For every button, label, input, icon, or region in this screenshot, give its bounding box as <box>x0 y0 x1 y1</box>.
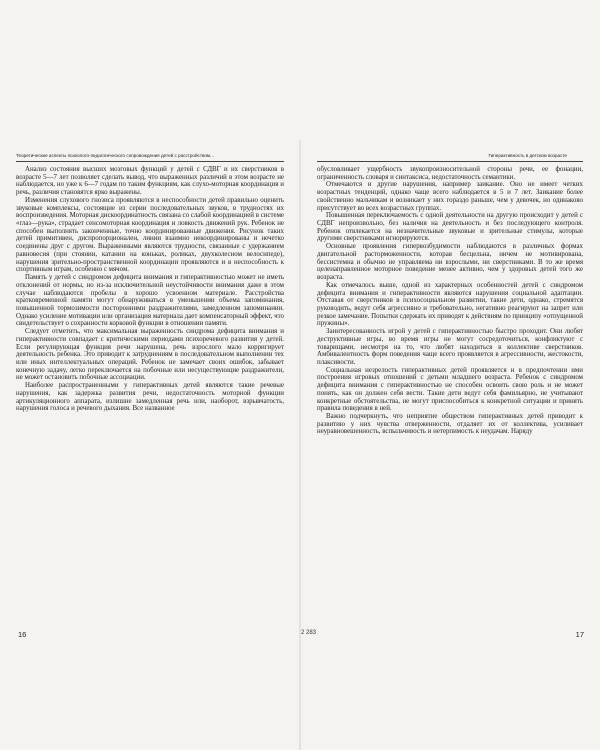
paragraph: Основные проявления гипервозбудимости наблюдаются в различных формах двигательной расторможенности, которая бесцельна, ничем не мотивирована, бессистемна и обычно не управляема ни взрослыми, ни сверстниками. В то же время целенаправленное моторное поведение менее активно, чем у здоровых детей того же возраста. <box>317 243 583 282</box>
page-number-right: 17 <box>575 630 584 639</box>
paragraph: Как отмечалось выше, одной из характерных особенностей детей с синдромом дефицита внимания и гиперактивности являются нарушения социальной адаптации. Отставая от сверстников в психосоциальном развитии, такие дети, однако, стремятся руководить, ведут себя агрессивно и требовательно, негативно реагируют на запрет или резкое замечание. Попытки сдержать их приводят к действиям по принципу «отпущенной пружины». <box>317 281 583 328</box>
paragraph: Социальная незрелость гиперактивных детей проявляется и в предпочтении ими построения игровых отношений с детьми младшего возраста. Ребенок с синдромом дефицита внимания с гиперактивностью не способен освоить свою роль и не может понять, как он должен себя вести. Такие дети ведут себя фамильярно, не учитывают конкретные обстоятельства, не могут приспособиться к конкретной ситуации и принять правила поведения в ней. <box>317 366 583 413</box>
paragraph: Изменения слухового гнозиса проявляются в неспособности детей правильно оценить звуковые комплексы, состоящие из серии последовательных звуков, в трудностях их воспроизведения. Моторная дискоординатность связана со слабой координацией в системе «глаз—рука», страдает сенсомоторная координация и ловкость движений рук. Ребенок не способен выполнять законченные, точно координированные движения. Рисунок таких детей примитивен, диспропорционален, линии взаимно некоординированы и нечетко соединены друг с другом. Выраженными являются трудности, связанные с удержанием равновесия (при стоянии, катании на коньках, роликах, двухколесном велосипеде), нарушения зрительно-пространственной координации проявляются и в неспособность к спортивным играм, особенно с мячом. <box>16 196 284 274</box>
paragraph: Заинтересованность игрой у детей с гиперактивностью быстро проходит. Они любят деструктивные игры, во время игры не могут сосредоточиться, конфликтуют с товарищами, несмотря на то, что любят находиться в коллективе сверстников. Амбивалентность форм поведения чаще всего проявляется в агрессивности, жестокости, плаксивости. <box>317 328 583 366</box>
header-rule-left <box>16 161 284 162</box>
paragraph: Память у детей с синдромом дефицита внимания и гиперактивностью может не иметь отклонений от нормы, но из-за исключительной неустойчивости внимания даже в этом случае наблюдаются пробелы в хорошо усвоенном материале. Расстройства кратковременной памяти могут обнаруживаться в уменьшении объема запоминания, повышенной тормозимости посторонними раздражителями, замедленном запоминании. Однако усиление мотивации или организация материала дает компенсаторный эффект, что свидетельствует о сохранности корковой функции в отношении памяти. <box>16 274 284 328</box>
right-page-body <box>317 166 583 436</box>
header-rule-right <box>317 161 583 162</box>
running-head-right: Гиперактивность в детском возрасте <box>488 153 567 158</box>
running-head-left: Теоретические аспекты психолого-педагогического сопровождения детей с расстройством... <box>16 153 214 158</box>
paragraph: Анализ состояния высших мозговых функций у детей с СДВГ и их сверстников в возрасте 5—7 лет позволяет сделать вывод, что выраженных различий в этом возрасте не наблюдается, но уже к 6—7 годам по таким функциям, как слухо-моторная координация и речь, различия становятся ярко выражены. <box>16 166 284 197</box>
right-page <box>301 0 600 750</box>
paragraph: Отмечаются и другие нарушения, например заикание. Оно не имеет четких возрастных тенденций, однако чаще всего наблюдается в 5 и 7 лет. Заикание более свойственно мальчикам и возникает у них гораздо раньше, чем у девочек, но одинаково присутствует во всех возрастных группах. <box>317 181 583 212</box>
page-number-left: 16 <box>18 630 27 639</box>
paragraph: Следует отметить, что максимальная выраженность синдрома дефицита внимания и гиперактивности совпадает с критическими периодами психоречевого развития у детей. Если регулирующая функция речи нарушена, речь взрослого мало корригирует деятельность ребенка. Это приводит к затруднениям в последовательном выполнении тех или иных интеллектуальных операций. Ребенок не замечает своих ошибок, забывает конечную задачу, легко переключается на побочные или несуществующие раздражители, не может остановить побочные ассоциации. <box>16 328 284 382</box>
left-page <box>0 0 299 750</box>
left-page-body <box>16 166 284 413</box>
signature-mark: 2 283 <box>301 630 317 636</box>
paragraph: Важно подчеркнуть, что неприятие обществом гиперактивных детей приводит к развитию у них чувства отверженности, отдаляет их от коллектива, усиливает неуравновешенность, вспыльчивость и нетерпимость к неудачам. Нарядy <box>317 413 583 436</box>
paragraph: обусловливает ущербность звукопроизносительной стороны речи, ее фонации, ограниченность словаря и синтаксиса, недостаточность семантики. <box>317 166 583 181</box>
paragraph: Наиболее распространенными у гиперактивных детей являются такие речевые нарушения, как задержка развития речи, недостаточность моторной функции артикуляционного аппарата, излишне замедленная речь или, наоборот, взрывчатость, нарушения голоса и речевого дыхания. Все названное <box>16 382 284 413</box>
paragraph: Повышенная переключаемость с одной деятельности на другую происходит у детей с СДВГ непроизвольно, без наличия на деятельность и без последующего контроля. Ребенок отвлекается на незначительные звуковые и зрительные стимулы, которые другими сверстниками игнорируются. <box>317 212 583 243</box>
